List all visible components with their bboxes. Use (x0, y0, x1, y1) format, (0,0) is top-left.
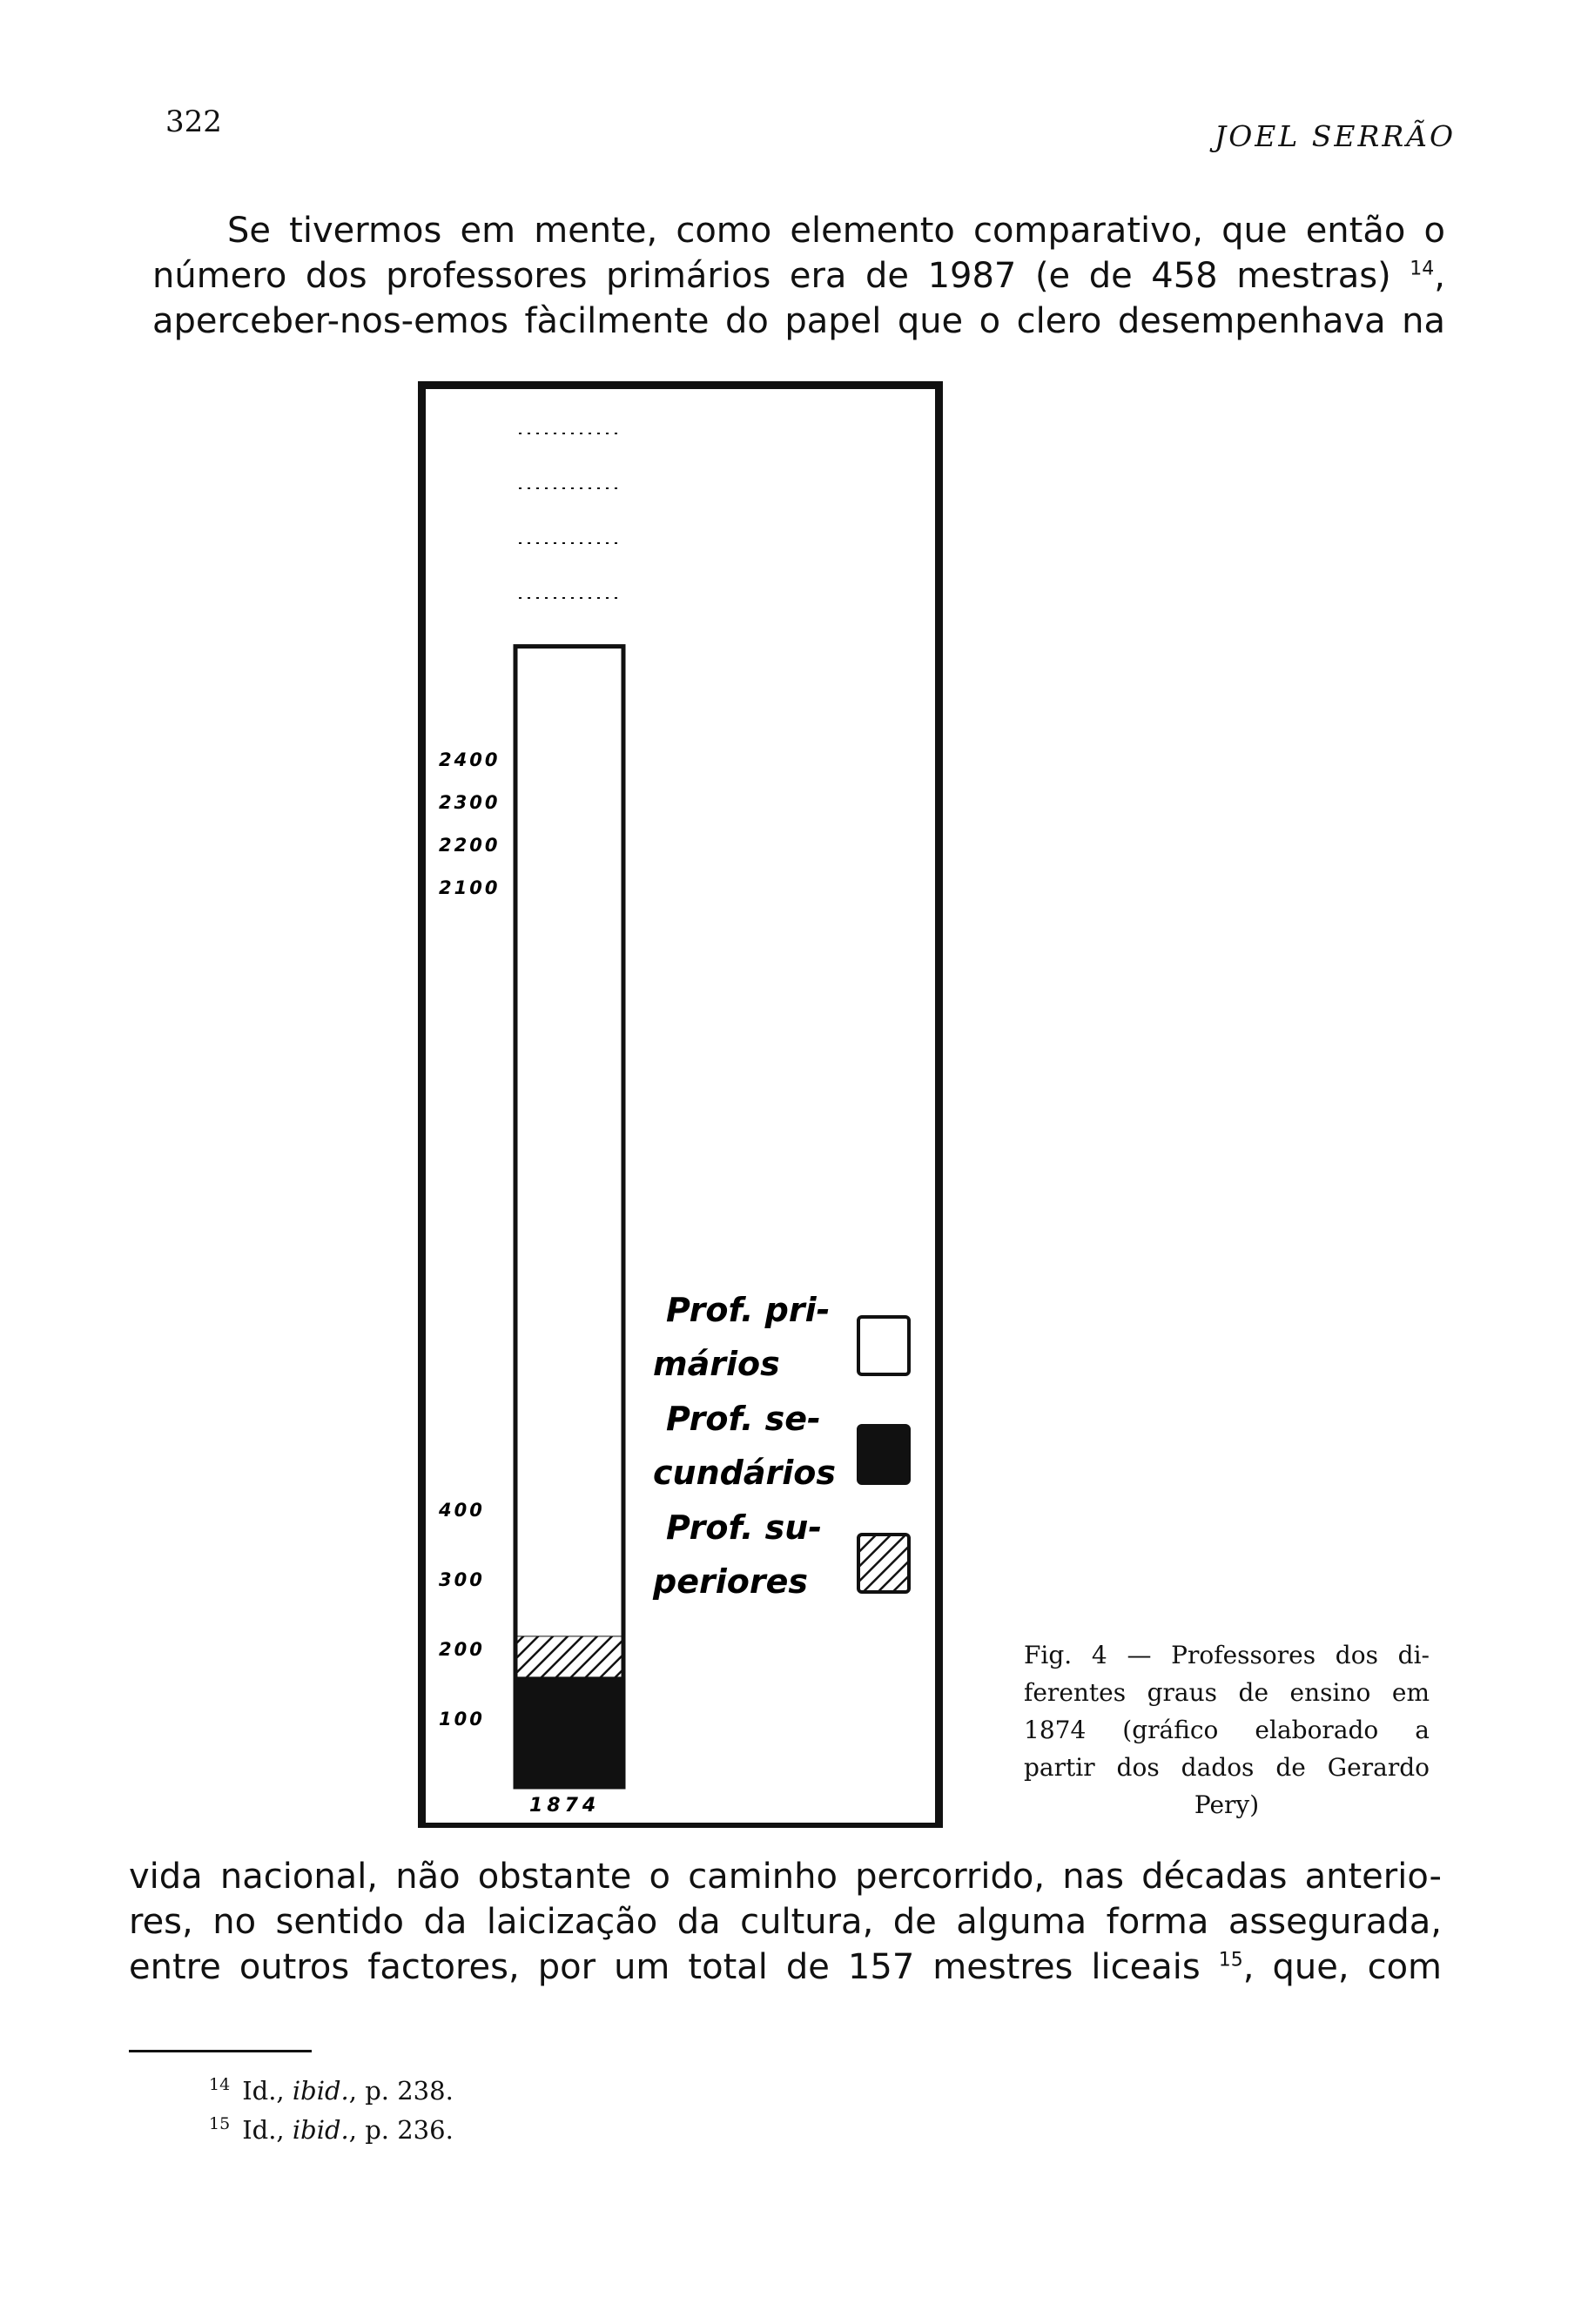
footnote-prefix: Id., (242, 2076, 293, 2106)
bar-segment-prof-secund-rios (515, 1677, 623, 1787)
comma: , (1434, 256, 1445, 296)
y-tick-label: 200 (439, 1639, 485, 1660)
y-tick-label: 100 (439, 1709, 485, 1730)
paragraph-2-tail: , que, com (1242, 1947, 1443, 1987)
caption-line: Pery) (1194, 1790, 1260, 1819)
paragraph-2-line: res, no sentido da laicização da cultura, de alguma forma assegurada, (129, 1902, 1442, 1942)
y-tick-label: 2100 (439, 877, 501, 898)
legend-label: Prof. se- (666, 1400, 821, 1438)
y-tick-label: 400 (439, 1500, 485, 1521)
footnote-italic: ibid. (292, 2076, 349, 2106)
x-tick-label: 1874 (529, 1795, 601, 1817)
bar-segment-prof-prim-rios (515, 647, 623, 1636)
legend-label: periores (653, 1562, 808, 1601)
footnote-ref-14[interactable]: 14 (1410, 258, 1435, 280)
footnote-ref-15[interactable]: 15 (1218, 1949, 1243, 1971)
paragraph-1-line: Se tivermos em mente, como elemento comparativo, que então o (227, 211, 1445, 251)
bar-segment-prof-superiores (515, 1636, 623, 1677)
caption-line: ferentes graus de ensino em (1024, 1678, 1430, 1707)
running-head: JOEL SERRÃO (1215, 119, 1457, 153)
y-tick-label: 300 (439, 1569, 485, 1590)
bar-group (515, 647, 623, 1787)
footnote-prefix: Id., (242, 2115, 293, 2145)
footnote-suffix: , p. 238. (348, 2076, 454, 2106)
legend-swatch (858, 1317, 909, 1374)
figure-caption (1024, 1636, 1430, 1824)
footnote-rule (129, 2050, 312, 2052)
footnote-suffix: , p. 236. (348, 2115, 454, 2145)
legend (652, 1291, 909, 1601)
y-tick-label: 2200 (439, 835, 501, 856)
figure-chart (418, 381, 943, 1828)
y-tick-label: 2300 (439, 792, 501, 813)
legend-label: mários (653, 1345, 780, 1383)
paragraph-1 (152, 208, 1445, 344)
legend-swatch (858, 1535, 909, 1592)
legend-swatch (858, 1426, 909, 1483)
legend-label: Prof. pri- (666, 1291, 831, 1329)
paragraph-2-line-with-ref (129, 1945, 1442, 1990)
paragraph-2-line: vida nacional, não obstante o caminho percorrido, nas décadas anterio- (129, 1857, 1442, 1897)
paragraph-1-line-with-ref (152, 253, 1445, 299)
footnote-mark: 14 (209, 2075, 231, 2095)
paragraph-2 (129, 1854, 1442, 1990)
footnote-14 (209, 2076, 454, 2106)
page-number: 322 (165, 104, 222, 139)
footnote-italic: ibid. (292, 2115, 349, 2145)
legend-label: cundários (653, 1454, 836, 1492)
paragraph-2-line-text: entre outros factores, por um total de 157 mestres liceais (129, 1947, 1201, 1987)
footnote-mark: 15 (209, 2114, 231, 2134)
legend-label: Prof. su- (666, 1508, 823, 1547)
y-tick-labels (438, 749, 500, 1730)
caption-line: Fig. 4 — Professores dos di- (1024, 1641, 1430, 1669)
footnote-15 (209, 2115, 454, 2145)
y-tick-label: 2400 (439, 749, 501, 770)
caption-line: partir dos dados de Gerardo (1024, 1753, 1430, 1782)
paragraph-1-line-text: número dos professores primários era de 1987 (e de 458 mestras) (152, 256, 1391, 296)
caption-line: 1874 (gráfico elaborado a (1024, 1716, 1430, 1744)
paragraph-1-line: aperceber-nos-emos fàcilmente do papel que o clero desempenhava na (152, 301, 1445, 341)
